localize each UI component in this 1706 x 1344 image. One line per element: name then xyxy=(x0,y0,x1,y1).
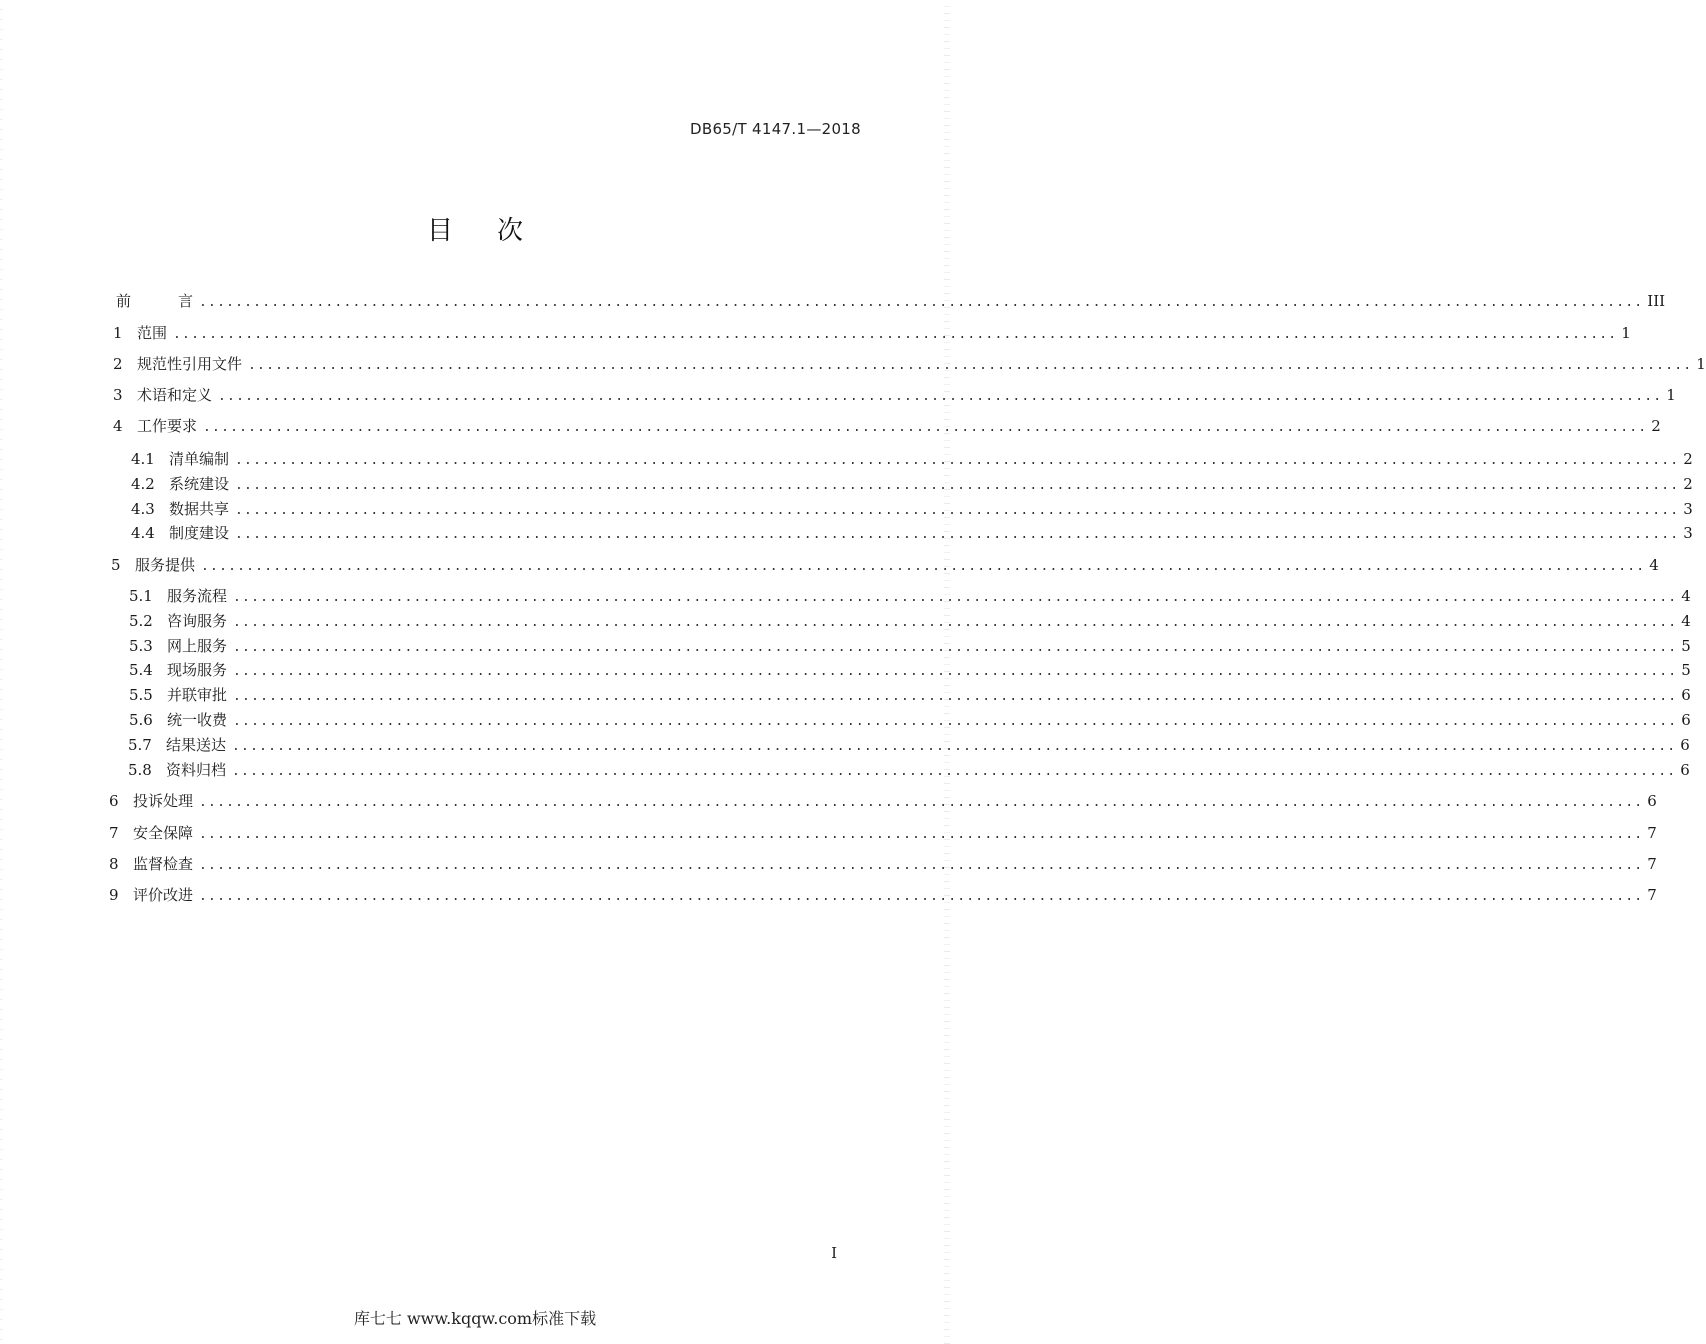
toc-entry-number: 5 xyxy=(111,556,121,574)
toc-entry-number: 前 xyxy=(116,292,132,310)
toc-entry[interactable] xyxy=(109,854,1657,876)
toc-entry-label: 投诉处理 xyxy=(133,792,194,810)
toc-entry-label: 咨询服务 xyxy=(167,612,228,630)
toc-entry-label: 安全保障 xyxy=(133,824,194,842)
toc-leader-dots: ................................................................................................................................................................ xyxy=(235,453,1680,468)
toc-leader-dots: ................................................................................................................................................................ xyxy=(233,664,1678,679)
page-title: 目次 xyxy=(426,216,567,246)
toc-entry-number: 4 xyxy=(113,417,123,435)
toc-leader-dots: ................................................................................................................................................................ xyxy=(233,689,1678,704)
toc-leader-dots: ................................................................................................................................................................ xyxy=(218,389,1663,404)
toc-entry-page: 1 xyxy=(1666,386,1676,404)
toc-entry-number: 7 xyxy=(109,824,119,842)
toc-entry-label: 范围 xyxy=(137,324,168,342)
toc-entry-page: 4 xyxy=(1681,587,1691,605)
toc-entry-number: 5.4 xyxy=(129,661,153,679)
toc-entry[interactable] xyxy=(128,760,1690,782)
toc-entry-number: 5.5 xyxy=(129,686,153,704)
toc-entry-page: 2 xyxy=(1651,417,1661,435)
toc-entry-page: 3 xyxy=(1683,524,1693,542)
toc-entry-page: 3 xyxy=(1683,500,1693,518)
toc-entry-page: 1 xyxy=(1696,355,1706,373)
toc-entry-page: 7 xyxy=(1647,855,1657,873)
toc-entry-number: 9 xyxy=(109,886,119,904)
toc-leader-dots: ................................................................................................................................................................ xyxy=(173,327,1618,342)
toc-entry[interactable] xyxy=(129,636,1691,658)
toc-entry-label: 系统建设 xyxy=(169,475,230,493)
toc-entry-label: 结果送达 xyxy=(166,736,227,754)
footer-watermark-text: 库七七 www.kqqw.com标准下载 xyxy=(353,1309,597,1328)
toc-entry-page: 1 xyxy=(1621,324,1631,342)
toc-entry-label: 规范性引用文件 xyxy=(137,355,243,373)
toc-entry-number: 4.4 xyxy=(131,524,155,542)
toc-entry[interactable] xyxy=(129,586,1691,608)
page-number: I xyxy=(831,1244,837,1262)
toc-entry-page: 5 xyxy=(1681,661,1691,679)
toc-leader-dots: ................................................................................................................................................................ xyxy=(199,827,1644,842)
toc-entry[interactable] xyxy=(131,449,1693,471)
toc-leader-dots: ................................................................................................................................................................ xyxy=(232,739,1677,754)
toc-entry[interactable] xyxy=(113,354,1706,376)
toc-leader-dots: ................................................................................................................................................................ xyxy=(199,889,1644,904)
toc-entry[interactable] xyxy=(113,416,1661,438)
toc-leader-dots: ................................................................................................................................................................ xyxy=(199,858,1644,873)
toc-entry[interactable] xyxy=(131,523,1693,545)
toc-leader-dots: ................................................................................................................................................................ xyxy=(235,503,1680,518)
toc-leader-dots: ................................................................................................................................................................ xyxy=(201,559,1646,574)
toc-entry-label: 数据共享 xyxy=(169,500,230,518)
toc-entry[interactable] xyxy=(129,685,1691,707)
toc-entry-number: 5.3 xyxy=(129,637,153,655)
toc-entry-label: 统一收费 xyxy=(167,711,228,729)
toc-entry[interactable] xyxy=(109,885,1657,907)
toc-leader-dots: ................................................................................................................................................................ xyxy=(199,795,1644,810)
toc-entry-page: 6 xyxy=(1681,686,1691,704)
toc-entry-number: 5.2 xyxy=(129,612,153,630)
toc-entry-number: 2 xyxy=(113,355,123,373)
toc-entry-number: 5.1 xyxy=(129,587,153,605)
toc-entry-page: 2 xyxy=(1683,450,1693,468)
toc-entry-label: 监督检查 xyxy=(133,855,194,873)
toc-entry[interactable] xyxy=(113,323,1631,345)
toc-leader-dots: ................................................................................................................................................................ xyxy=(235,527,1680,542)
toc-entry-number: 5.6 xyxy=(129,711,153,729)
toc-entry[interactable] xyxy=(129,710,1691,732)
toc-leader-dots: ................................................................................................................................................................ xyxy=(233,714,1678,729)
toc-entry-number: 5.8 xyxy=(128,761,152,779)
toc-entry-number: 4.1 xyxy=(131,450,155,468)
toc-entry-page: 7 xyxy=(1647,824,1657,842)
toc-entry[interactable] xyxy=(109,823,1657,845)
toc-entry[interactable] xyxy=(113,385,1676,407)
toc-entry[interactable] xyxy=(128,735,1690,757)
toc-entry-page: 5 xyxy=(1681,637,1691,655)
toc-entry-label: 制度建设 xyxy=(169,524,230,542)
toc-leader-dots: ................................................................................................................................................................ xyxy=(232,764,1677,779)
toc-entry-page: 4 xyxy=(1649,556,1659,574)
toc-leader-dots: ................................................................................................................................................................ xyxy=(203,420,1648,435)
toc-entry-label: 服务提供 xyxy=(135,556,196,574)
toc-entry[interactable] xyxy=(116,291,1666,313)
toc-entry-label: 评价改进 xyxy=(133,886,194,904)
toc-entry-number: 1 xyxy=(113,324,123,342)
toc-entry[interactable] xyxy=(109,791,1657,813)
toc-entry-label: 并联审批 xyxy=(167,686,228,704)
toc-entry-number: 3 xyxy=(113,386,123,404)
toc-entry[interactable] xyxy=(111,555,1659,577)
toc-entry-page: 6 xyxy=(1680,736,1690,754)
toc-entry-label: 清单编制 xyxy=(169,450,230,468)
toc-entry-page: III xyxy=(1647,292,1666,310)
toc-entry-page: 6 xyxy=(1680,761,1690,779)
toc-entry-number: 6 xyxy=(109,792,119,810)
toc-leader-dots: ................................................................................................................................................................ xyxy=(233,590,1678,605)
scan-edge-left xyxy=(0,0,3,1344)
toc-leader-dots: ................................................................................................................................................................ xyxy=(233,640,1678,655)
toc-entry-label: 网上服务 xyxy=(167,637,228,655)
toc-entry-number: 8 xyxy=(109,855,119,873)
toc-leader-dots: ................................................................................................................................................................ xyxy=(235,478,1680,493)
toc-entry-label: 现场服务 xyxy=(167,661,228,679)
toc-entry-page: 6 xyxy=(1647,792,1657,810)
toc-entry-label: 术语和定义 xyxy=(137,386,213,404)
toc-leader-dots: ................................................................................................................................................................ xyxy=(248,358,1693,373)
toc-entry-page: 2 xyxy=(1683,475,1693,493)
toc-leader-dots: ................................................................................................................................................................ xyxy=(233,615,1678,630)
toc-entry-label: 服务流程 xyxy=(167,587,228,605)
toc-entry-page: 7 xyxy=(1647,886,1657,904)
toc-entry-number: 4.3 xyxy=(131,500,155,518)
toc-entry-number: 4.2 xyxy=(131,475,155,493)
toc-entry[interactable] xyxy=(131,474,1693,496)
toc-entry-page: 4 xyxy=(1681,612,1691,630)
toc-entry-label: 资料归档 xyxy=(166,761,227,779)
toc-entry-number: 5.7 xyxy=(128,736,152,754)
standard-code: DB65/T 4147.1—2018 xyxy=(690,120,861,138)
toc-entry[interactable] xyxy=(129,660,1691,682)
toc-leader-dots: ................................................................................................................................................................ xyxy=(199,295,1644,310)
toc-entry[interactable] xyxy=(129,611,1691,633)
toc-entry-label: 工作要求 xyxy=(137,417,198,435)
toc-entry-page: 6 xyxy=(1681,711,1691,729)
toc-entry[interactable] xyxy=(131,499,1693,521)
toc-entry-label: 言 xyxy=(178,292,194,310)
